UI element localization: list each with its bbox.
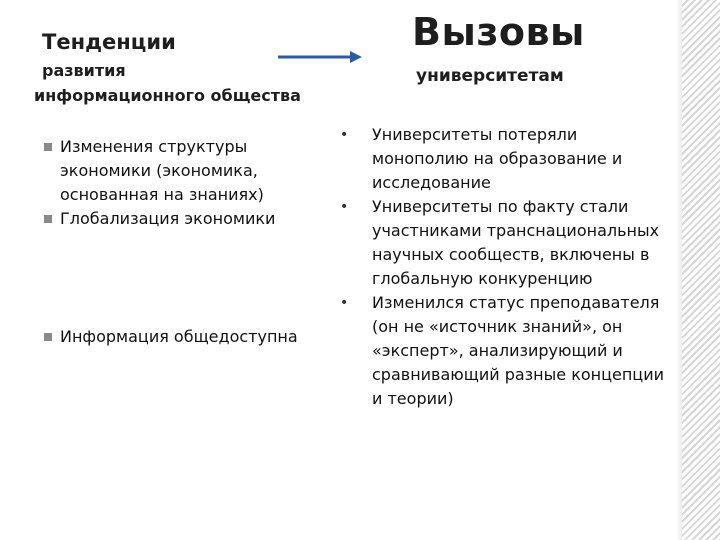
- left-bullet-list-bottom: [44, 325, 314, 349]
- right-item-text: Университеты по факту стали участниками транснациональных научных сообществ, включены в глобальную конкуренцию: [372, 197, 660, 288]
- square-bullet-icon: [44, 215, 52, 223]
- right-heading-title: Вызовы: [412, 10, 585, 54]
- bullet-dot-icon: •: [340, 295, 349, 311]
- left-heading-line1: Тенденции: [42, 30, 176, 54]
- arrow-right-icon: [278, 48, 364, 66]
- left-item-text: Информация общедоступна: [60, 327, 298, 346]
- left-bullet-list: [44, 135, 314, 231]
- right-list-item: [336, 123, 676, 195]
- left-item-text: Глобализация экономики: [60, 209, 276, 228]
- right-item-text: Университеты потеряли монополию на образование и исследование: [372, 125, 623, 192]
- right-list-item: [336, 291, 676, 411]
- right-bullet-list: [336, 123, 676, 411]
- left-list-item: [44, 207, 314, 231]
- right-item-text: Изменился статус преподавателя (он не «источник знаний», он «эксперт», анализирующий и сравнивающий разные концепции и теории): [372, 293, 664, 408]
- right-list-item: [336, 195, 676, 291]
- bullet-dot-icon: •: [340, 127, 349, 143]
- decorative-right-edge: [682, 0, 720, 540]
- left-heading-line3: информационного общества: [34, 86, 301, 105]
- edge-shadow: [676, 0, 682, 540]
- square-bullet-icon: [44, 333, 52, 341]
- left-heading-line2: развития: [42, 61, 126, 80]
- bullet-dot-icon: •: [340, 199, 349, 215]
- left-list-item: [44, 135, 314, 207]
- right-heading-subtitle: университетам: [416, 66, 564, 86]
- left-item-text: Изменения структуры экономики (экономика, основанная на знаниях): [60, 137, 264, 204]
- left-list-item: [44, 325, 314, 349]
- square-bullet-icon: [44, 143, 52, 151]
